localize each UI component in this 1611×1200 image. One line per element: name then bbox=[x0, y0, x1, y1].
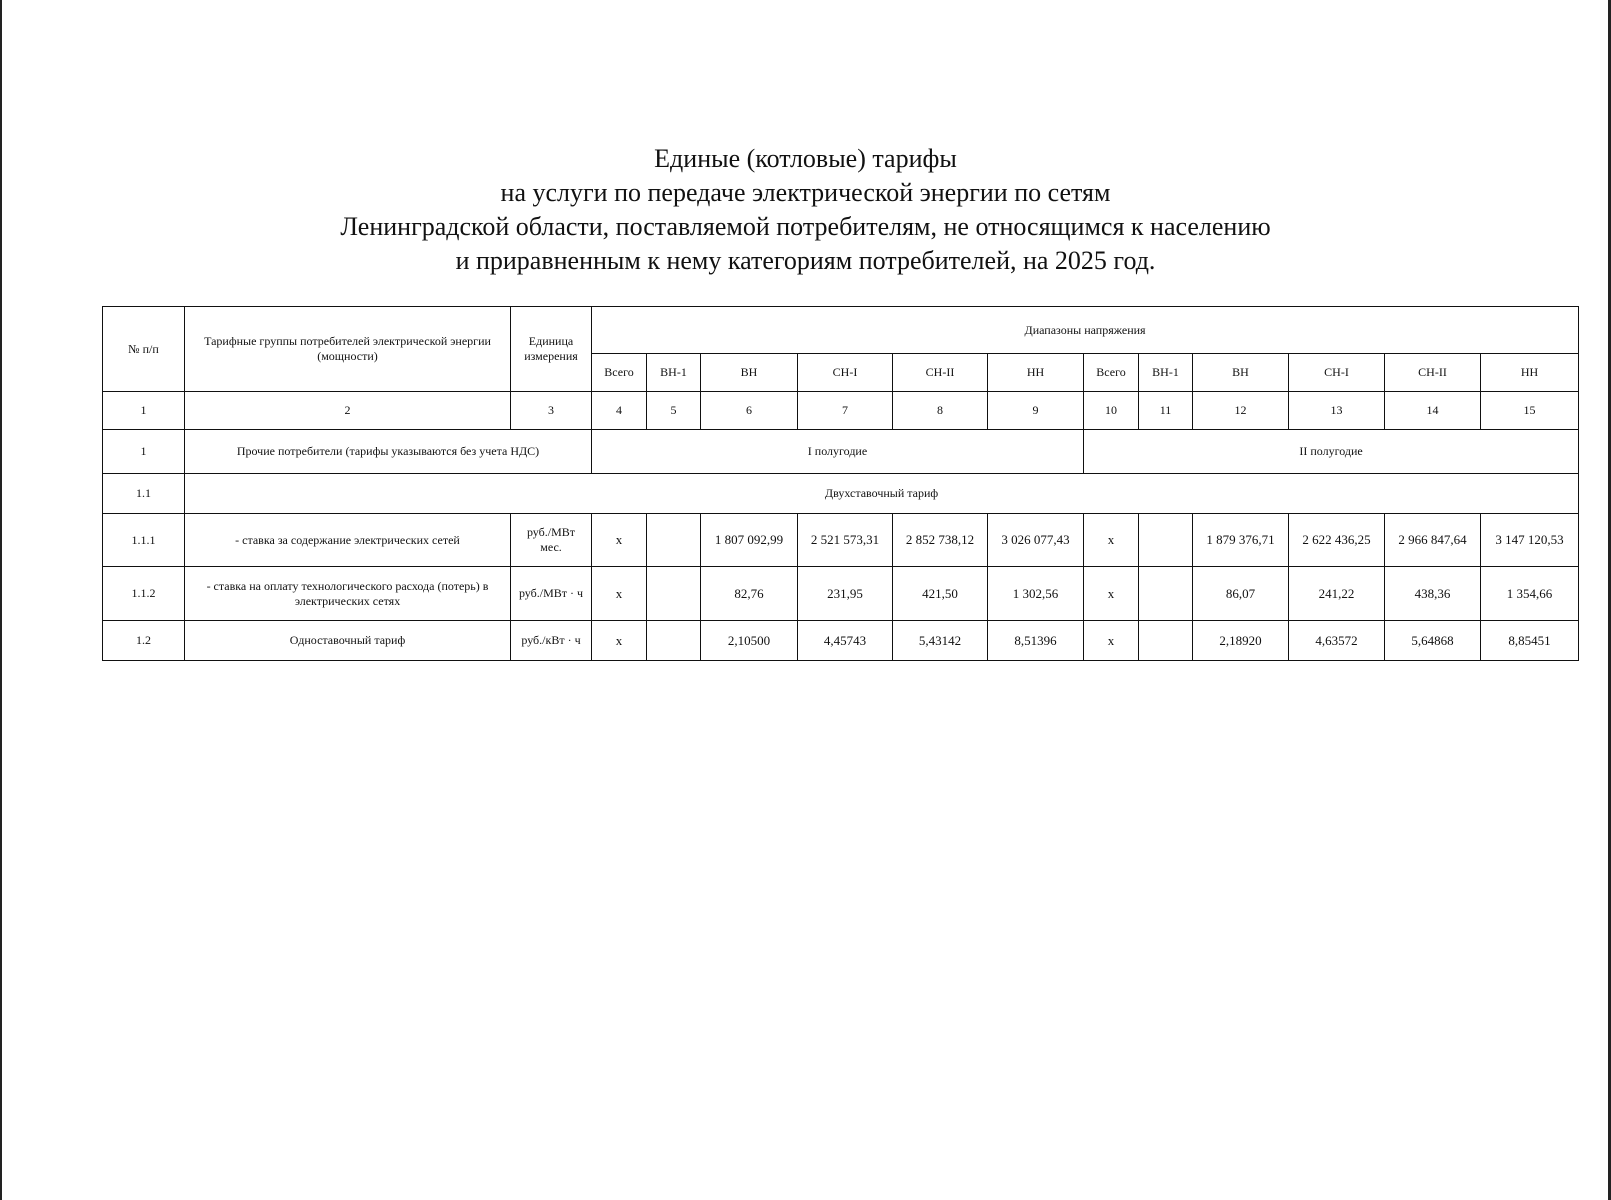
cell-value: 2,10500 bbox=[701, 621, 798, 661]
section-num: 1 bbox=[103, 430, 185, 474]
cell-value: 241,22 bbox=[1289, 567, 1385, 621]
column-number-row bbox=[103, 392, 1579, 430]
row-label: Одноставочный тариф bbox=[185, 621, 511, 661]
cell-value: 86,07 bbox=[1193, 567, 1289, 621]
sub-header: Всего bbox=[1084, 354, 1139, 392]
sub-header: ВН-1 bbox=[1139, 354, 1193, 392]
title-line-2: на услуги по передаче электрической энергии по сетям bbox=[500, 178, 1111, 207]
title-line-4: и приравненным к нему категориям потребителей, на 2025 год. bbox=[455, 246, 1156, 275]
cell-value: х bbox=[1084, 621, 1139, 661]
cell-value: 8,51396 bbox=[988, 621, 1084, 661]
row-num: 1.1.1 bbox=[103, 514, 185, 567]
document-title bbox=[0, 142, 1611, 278]
cell-value: 3 026 077,43 bbox=[988, 514, 1084, 567]
cell-value: 3 147 120,53 bbox=[1481, 514, 1579, 567]
col-number: 2 bbox=[185, 392, 511, 430]
cell-value: х bbox=[1084, 514, 1139, 567]
cell-value: 1 302,56 bbox=[988, 567, 1084, 621]
cell-value: 2 966 847,64 bbox=[1385, 514, 1481, 567]
header-num: № п/п bbox=[103, 307, 185, 392]
cell-value bbox=[1139, 514, 1193, 567]
title-line-1: Единые (котловые) тарифы bbox=[654, 144, 957, 173]
cell-value: 5,43142 bbox=[893, 621, 988, 661]
sub-header: Всего bbox=[592, 354, 647, 392]
title-line-3: Ленинградской области, поставляемой потребителям, не относящимся к населению bbox=[340, 212, 1271, 241]
table-row bbox=[103, 567, 1579, 621]
half-year-2: II полугодие bbox=[1084, 430, 1579, 474]
sub-header: СН-II bbox=[1385, 354, 1481, 392]
col-number: 9 bbox=[988, 392, 1084, 430]
section-label: Прочие потребители (тарифы указываются без учета НДС) bbox=[185, 430, 592, 474]
header-unit: Единица измерения bbox=[511, 307, 592, 392]
cell-value: 1 354,66 bbox=[1481, 567, 1579, 621]
col-number: 13 bbox=[1289, 392, 1385, 430]
section-row bbox=[103, 430, 1579, 474]
col-number: 3 bbox=[511, 392, 592, 430]
cell-value: 2 622 436,25 bbox=[1289, 514, 1385, 567]
sub-header: ВН bbox=[701, 354, 798, 392]
col-number: 11 bbox=[1139, 392, 1193, 430]
row-unit: руб./МВт мес. bbox=[511, 514, 592, 567]
cell-value: х bbox=[592, 514, 647, 567]
sub-header: СН-I bbox=[798, 354, 893, 392]
header-row-1 bbox=[103, 307, 1579, 354]
header-ranges: Диапазоны напряжения bbox=[592, 307, 1579, 354]
cell-value: х bbox=[1084, 567, 1139, 621]
row-label: - ставка на оплату технологического расхода (потерь) в электрических сетях bbox=[185, 567, 511, 621]
cell-value: х bbox=[592, 567, 647, 621]
col-number: 4 bbox=[592, 392, 647, 430]
cell-value: 438,36 bbox=[1385, 567, 1481, 621]
cell-value: 4,63572 bbox=[1289, 621, 1385, 661]
cell-value: х bbox=[592, 621, 647, 661]
col-number: 8 bbox=[893, 392, 988, 430]
cell-value: 2 521 573,31 bbox=[798, 514, 893, 567]
cell-value: 4,45743 bbox=[798, 621, 893, 661]
cell-value: 2,18920 bbox=[1193, 621, 1289, 661]
sub-header: НН bbox=[988, 354, 1084, 392]
col-number: 12 bbox=[1193, 392, 1289, 430]
cell-value bbox=[1139, 567, 1193, 621]
col-number: 14 bbox=[1385, 392, 1481, 430]
col-number: 1 bbox=[103, 392, 185, 430]
cell-value: 231,95 bbox=[798, 567, 893, 621]
cell-value: 421,50 bbox=[893, 567, 988, 621]
cell-value bbox=[1139, 621, 1193, 661]
half-year-1: I полугодие bbox=[592, 430, 1084, 474]
row-num: 1.1.2 bbox=[103, 567, 185, 621]
cell-value: 1 807 092,99 bbox=[701, 514, 798, 567]
col-number: 6 bbox=[701, 392, 798, 430]
subsection-num: 1.1 bbox=[103, 474, 185, 514]
cell-value: 2 852 738,12 bbox=[893, 514, 988, 567]
cell-value: 1 879 376,71 bbox=[1193, 514, 1289, 567]
sub-header: СН-I bbox=[1289, 354, 1385, 392]
row-unit: руб./кВт · ч bbox=[511, 621, 592, 661]
header-groups: Тарифные группы потребителей электрической энергии (мощности) bbox=[185, 307, 511, 392]
row-label: - ставка за содержание электрических сетей bbox=[185, 514, 511, 567]
table-row bbox=[103, 514, 1579, 567]
cell-value bbox=[647, 514, 701, 567]
cell-value: 8,85451 bbox=[1481, 621, 1579, 661]
row-num: 1.2 bbox=[103, 621, 185, 661]
sub-header: СН-II bbox=[893, 354, 988, 392]
cell-value bbox=[647, 621, 701, 661]
table-row bbox=[103, 621, 1579, 661]
cell-value: 82,76 bbox=[701, 567, 798, 621]
col-number: 5 bbox=[647, 392, 701, 430]
subsection-row bbox=[103, 474, 1579, 514]
row-unit: руб./МВт · ч bbox=[511, 567, 592, 621]
subsection-label: Двухставочный тариф bbox=[185, 474, 1579, 514]
col-number: 15 bbox=[1481, 392, 1579, 430]
tariff-table bbox=[102, 306, 1579, 661]
col-number: 7 bbox=[798, 392, 893, 430]
sub-header: ВН bbox=[1193, 354, 1289, 392]
cell-value: 5,64868 bbox=[1385, 621, 1481, 661]
sub-header: НН bbox=[1481, 354, 1579, 392]
cell-value bbox=[647, 567, 701, 621]
sub-header: ВН-1 bbox=[647, 354, 701, 392]
col-number: 10 bbox=[1084, 392, 1139, 430]
